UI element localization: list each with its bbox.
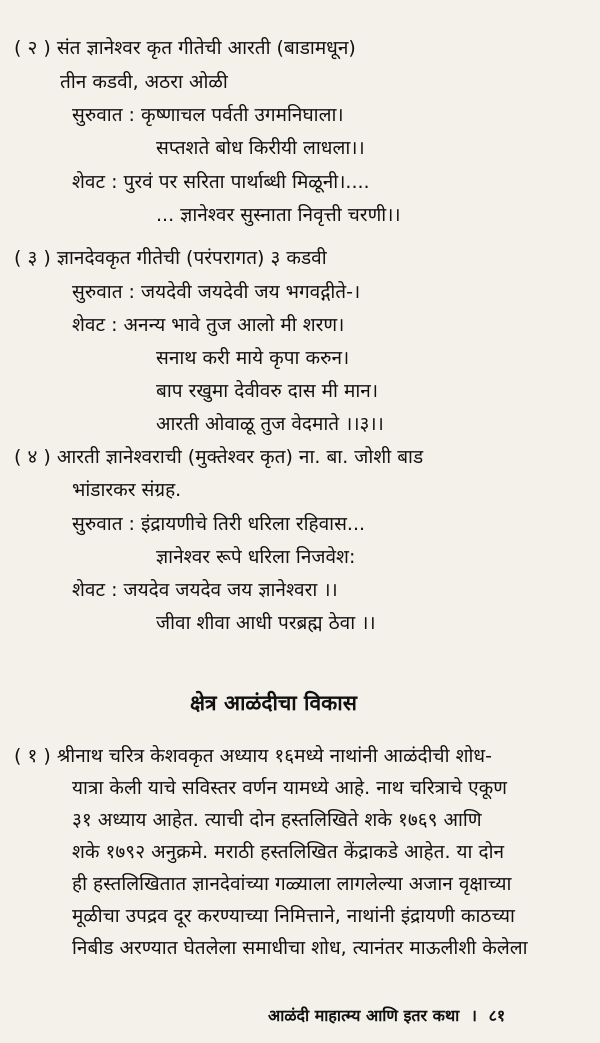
aarti-item-2-end-cont: ... ज्ञानेश्वर सुस्नाता निवृत्ती चरणी।। <box>156 204 401 226</box>
paragraph-line-2: यात्रा केली याचे सविस्तर वर्णन यामध्ये आहे. नाथ चरित्राचे एकूण <box>72 777 507 799</box>
aarti-item-4-start-cont: ज्ञानेश्वर रूपे धरिला निजवेश: <box>156 546 356 568</box>
aarti-item-2-start-cont: सप्तशते बोध किरीयी लाधला।। <box>156 137 365 159</box>
aarti-item-4-end-cont: जीवा शीवा आधी परब्रह्म ठेवा ।। <box>156 612 376 634</box>
aarti-item-3-title: ( ३ ) ज्ञानदेवकृत गीतेची (परंपरागत) ३ कडवी <box>14 247 327 269</box>
aarti-item-4-title: ( ४ ) आरती ज्ञानेश्वराची (मुक्तेश्वर कृत) ना. बा. जोशी बाड <box>14 446 424 468</box>
footer <box>268 1004 505 1028</box>
aarti-item-2-title: ( २ ) संत ज्ञानेश्वर कृत गीतेची आरती (बाडामधून) <box>14 37 356 59</box>
section-heading: क्षेत्र आळंदीचा विकास <box>190 691 357 715</box>
aarti-item-4-end: शेवट : जयदेव जयदेव जय ज्ञानेश्वरा ।। <box>72 579 338 601</box>
aarti-item-4-source: भांडारकर संग्रह. <box>72 479 182 501</box>
aarti-item-4-start: सुरुवात : इंद्रायणीचे तिरी धरिला रहिवास... <box>72 513 366 535</box>
aarti-item-3-end: शेवट : अनन्य भावे तुज आलो मी शरण। <box>72 314 345 336</box>
aarti-item-2-end: शेवट : पुरवं पर सरिता पार्थाब्धी मिळूनी।.... <box>72 171 370 193</box>
running-title: आळंदी माहात्म्य आणि इतर कथा <box>268 1006 460 1025</box>
aarti-item-3-end-cont-3: आरती ओवाळू तुज वेदमाते ।।३।। <box>156 413 384 435</box>
paragraph-line-3: ३१ अध्याय आहेत. त्याची दोन हस्तलिखिते शके १७६९ आणि <box>72 809 482 831</box>
aarti-item-2-subtitle: तीन कडवी, अठरा ओळी <box>60 71 228 93</box>
aarti-item-2-start: सुरुवात : कृष्णाचल पर्वती उगमनिघाला। <box>72 104 344 126</box>
paragraph-line-4: शके १७९२ अनुक्रमे. मराठी हस्तलिखित केंद्राकडे आहेत. या दोन <box>72 841 505 863</box>
paragraph-line-1: ( १ ) श्रीनाथ चरित्र केशवकृत अध्याय १६मध्ये नाथांनी आळंदीची शोध- <box>14 745 492 767</box>
paragraph-line-5: ही हस्तलिखितात ज्ञानदेवांच्या गळ्याला लागलेल्या अजान वृक्षाच्या <box>72 873 512 895</box>
aarti-item-3-end-cont-2: बाप रखुमा देवीवरु दास मी मान। <box>156 380 379 402</box>
aarti-item-3-end-cont-1: सनाथ करी माये कृपा करुन। <box>156 347 350 369</box>
paragraph-line-6: मूळीचा उपद्रव दूर करण्याच्या निमित्ताने, नाथांनी इंद्रायणी काठच्या <box>72 905 515 927</box>
page-number: ८१ <box>488 1006 506 1025</box>
footer-separator: । <box>470 1006 477 1025</box>
aarti-item-3-start: सुरुवात : जयदेवी जयदेवी जय भगवद्गीते-। <box>72 281 361 303</box>
paragraph-line-7: निबीड अरण्यात घेतलेला समाधीचा शोध, त्यानंतर माऊलीशी केलेला <box>72 937 528 959</box>
